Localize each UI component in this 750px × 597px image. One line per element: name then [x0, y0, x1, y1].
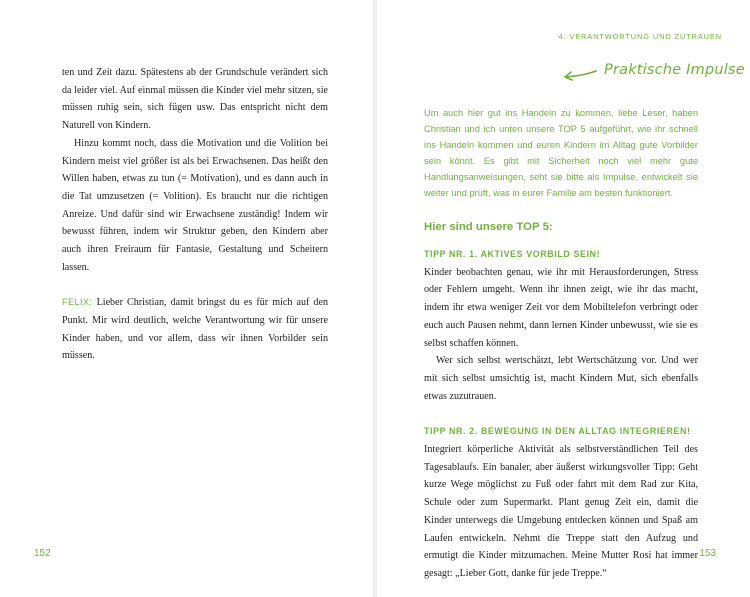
hand-drawn-arrow-left-icon [562, 64, 598, 82]
tip-1 [424, 246, 698, 405]
tip-1-paragraph-1: Kinder beobachten genau, wie ihr mit Herausforderungen, Stress oder Fehlern umgeht. Wenn ihr ihnen zeigt, wie ihr das macht, indem ihr etwa weniger Zeit vor dem Mobiltelefon verbringt oder euch auch Pausen nehmt, dann lernen Kinder unbewusst, wie sie es selbst schaffen können. [424, 266, 698, 349]
left-paragraph-1: ten und Zeit dazu. Spätestens ab der Grundschule verändert sich da leider viel. Auf einmal müssen die Kinder viel mehr sitzen, sie müssen ruhig sein, sich fügen usw. Das entspricht nicht dem Naturell von Kindern. [62, 67, 328, 132]
running-head: 4. VERANTWORTUNG UND ZUTRAUEN [558, 32, 722, 41]
right-page [376, 0, 750, 597]
left-body-text [62, 64, 328, 365]
tip-2-paragraph-1: Integriert körperliche Aktivität als selbstverständlichen Teil des Tagesablaufs. Ein banaler, aber äußerst wirkungsvoller Tipp: Geht kurze Wege möglichst zu Fuß oder fahrt mit dem Rad zur Kita, Schule oder zum Supermarkt. Plant genug Zeit ein, damit die Kinder unterwegs die Umgebung entdecken können und Spaß am Laufen entwickeln. Nehmt die Treppe statt den Aufzug und ermutigt die Kinder mitzumachen. Meine Mutter Rosi hat immer gesagt: „Lieber Gott, danke für jede Treppe.“ [424, 444, 698, 579]
page-number-left: 152 [34, 548, 51, 559]
intro-paragraph: Um auch hier gut ins Handeln zu kommen, liebe Leser, haben Christian und ich unten unsere TOP 5 aufgeführt, wie ihr schnell ins Handeln kommen und euren Kindern im Alltag gute Vorbilder sein könnt. Es gibt mit Sicherheit noch viel mehr gute Handlungsanweisungen, seht sie bitte als Impulse, entwickelt sie weiter und prüft, was in eurer Familie am besten funktioniert. [424, 108, 698, 198]
speaker-label: FELIX: [62, 297, 93, 308]
left-page [0, 0, 374, 597]
speaker-paragraph [62, 294, 328, 365]
tip-1-heading: TIPP NR. 1. AKTIVES VORBILD SEIN! [424, 249, 601, 259]
speaker-text: Lieber Christian, damit bringst du es für mich auf den Punkt. Mir wird deutlich, welche Verantwortung wir für unsere Kinder haben, und vor allem, dass wir ihnen Vorbilder sein müssen. [62, 297, 328, 362]
tip-2-heading: TIPP NR. 2. BEWEGUNG IN DEN ALLTAG INTEGRIEREN! [424, 426, 691, 437]
section-title: Praktische Impulse [604, 62, 745, 78]
tip-2 [424, 423, 698, 582]
top5-heading: Hier sind unsere TOP 5: [424, 221, 553, 233]
right-content [424, 105, 698, 583]
paragraph-spacer [62, 276, 328, 294]
tip-1-paragraph-2: Wer sich selbst wertschätzt, lebt Wertschätzung vor. Und wer mit sich selbst umsichtig ist, macht Kindern Mut, sich ebenfalls etwas zuzutrauen. [424, 355, 698, 402]
section-header [562, 62, 745, 84]
left-paragraph-2: Hinzu kommt noch, dass die Motivation und die Volition bei Kindern meist viel größer ist als bei Erwachsenen. Das heißt den Willen haben, etwas zu tun (= Motivation), und es dann auch in die Tat umzusetzen (= Volition). Es braucht nur die richtigen Anreize. Und dafür sind wir Erwachsene zuständig! Indem wir bewusst führen, indem wir Struktur geben, den Kindern aber auch ihren Freiraum für Fantasie, Gestaltung und Scheitern lassen. [62, 137, 328, 273]
page-number-right: 153 [699, 548, 716, 559]
